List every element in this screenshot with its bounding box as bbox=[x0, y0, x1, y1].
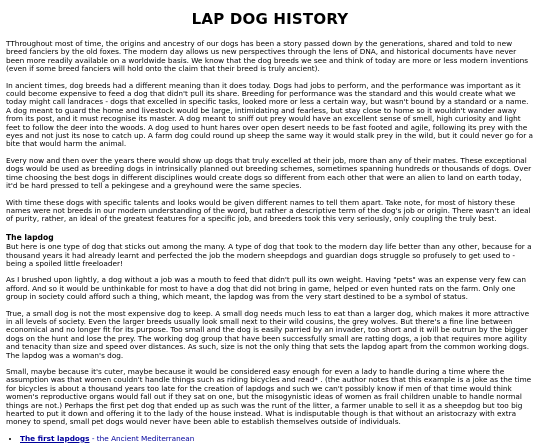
intro-paragraph-1: TThroughout most of time, the origins and ancestry of our dogs has been a story passed down by the generations, shared and told to new breed fanciers by the old foxes. The modern day allows us new perspectives through the lens of DNA, and historical documents have never been more readily available on a worldwide basis. We know that the dog breeds we see and think of today are more or less modern inventions (even if some breed fanciers will hold onto the claim that their breed is truly ancient). bbox=[6, 39, 529, 74]
intro-paragraph-2: In ancient times, dog breeds had a different meaning than it does today. Dogs had jobs to perform, and the performance was important as it could become expensive to feed a dog that didn't pull its share. Breeding for performance was the standard and this would create what we today might call landraces - dogs that excelled in specific tasks, looked more or less a certain way, but wasn't bound by a standard or a name. A dog meant to guard the home and livestock would be large, intimidating and fearless, but stay close to home so it wouldn't wander away from its post, and it must recognise its master. A dog meant to sniff out prey would have an excellent sense of smell, high curiosity and light feet to follow the deer into the woods. A dog used to hunt hares over open desert needs to be fast footed and agile, following its prey with the eyes and not just its nose to catch up. A farm dog could round up sheep the same way it would stalk prey in the wild, but it could never go for a bite that would harm the animal. bbox=[6, 80, 534, 149]
section-heading: The lapdog bbox=[6, 232, 54, 242]
chapter-link-subtitle: - the Ancient Mediterranean bbox=[89, 433, 195, 443]
intro-paragraph-4: With time these dogs with specific talents and looks would be given different names to tell them apart. Take note, for most of history these names were not breeds in our modern understanding of the word, but rather a descriptive term of the dog's job or origin. There wasn't an ideal of purity, rather, an ideal of the greatest features for a specific job, and breeders took this very seriously, only coupling the truly best. bbox=[6, 197, 531, 224]
section-paragraph-3: True, a small dog is not the most expensive dog to keep. A small dog needs much less to eat than a larger dog, which makes it more attractive in all levels of society. Even the larger breeds usually look small next to their wild cousins, the grey wolves. But there's a fine line between economical and no longer fit for its purpose. Too small and the dog is easily parried by an invader, too short and it will be outrun by the bigger dogs on the hunt and lose the prey. The working dog group that have been successfully small are ratting dogs, a job that requires more agility and tenacity than size and speed over distances. As such, size is not the only thing that sets the lapdog apart from the common working dogs. The lapdog was a woman's dog. bbox=[6, 308, 530, 360]
intro-paragraph-3: Every now and then over the years there would show up dogs that truly excelled at their job, more than any of their mates. These exceptional dogs would be used as breeding dogs in intrinsically planned out breeding schemes, sometimes spanning hundreds or thousands of dogs. Over time choosing the best dogs in different disciplines would create dogs so different from each other that were an alien to land on earth today, it'd be hard pressed to tell a pekingese and a greyhound were the same species. bbox=[6, 155, 532, 191]
chapter-list bbox=[6, 435, 534, 443]
list-item bbox=[20, 435, 534, 443]
section-paragraph-2: As I brushed upon lightly, a dog without a job was a mouth to feed that didn't pull its own weight. Having "pets" was an expense very few can afford. And so it would be unthinkable for most to have a dog that did not bring in game, helped or even hunted rats on the farm. Only one group in society could afford such a thing, which meant, the lapdog was from the very start destined to be a symbol of status. bbox=[6, 275, 526, 302]
page-title: LAP DOG HISTORY bbox=[191, 10, 349, 28]
chapter-link-first-lapdogs[interactable]: The first lapdogs bbox=[20, 433, 90, 443]
section-paragraph-1: But here is one type of dog that sticks out among the many. A type of dog that took to the modern day life better than any other, because for a thousand years it had already learnt and perfected the job the modern sheepdogs and guardian dogs struggle so profusely to get used to - being a spoiled little freeloader! bbox=[6, 242, 532, 268]
section-paragraph-4: Small, maybe because it's cuter, maybe because it would be considered easy enough for even a lady to handle during a time where the assumption was that women couldn't handle things such as riding bicycles and read* . (the author notes that this example is a joke as the time for bicycles is about a thousand years too late for the creation of lapdogs and such we can't possibly know if men of that time would think women's reproductive organs would fall out if they sat on one, but the misogynistic ideas of women as frail children unable to handle normal things are not.) Perhaps the first pet dog that ended up as such was the runt of the litter, a farmer unable to sell it as a sheepdog but too big hearted to put it down and offering it to the lady of the house instead. What is indisputable though is that without an aristocrazy with extra money to spend, small pet dogs would never have been able to establish themselves outside of individuals. bbox=[6, 367, 532, 427]
